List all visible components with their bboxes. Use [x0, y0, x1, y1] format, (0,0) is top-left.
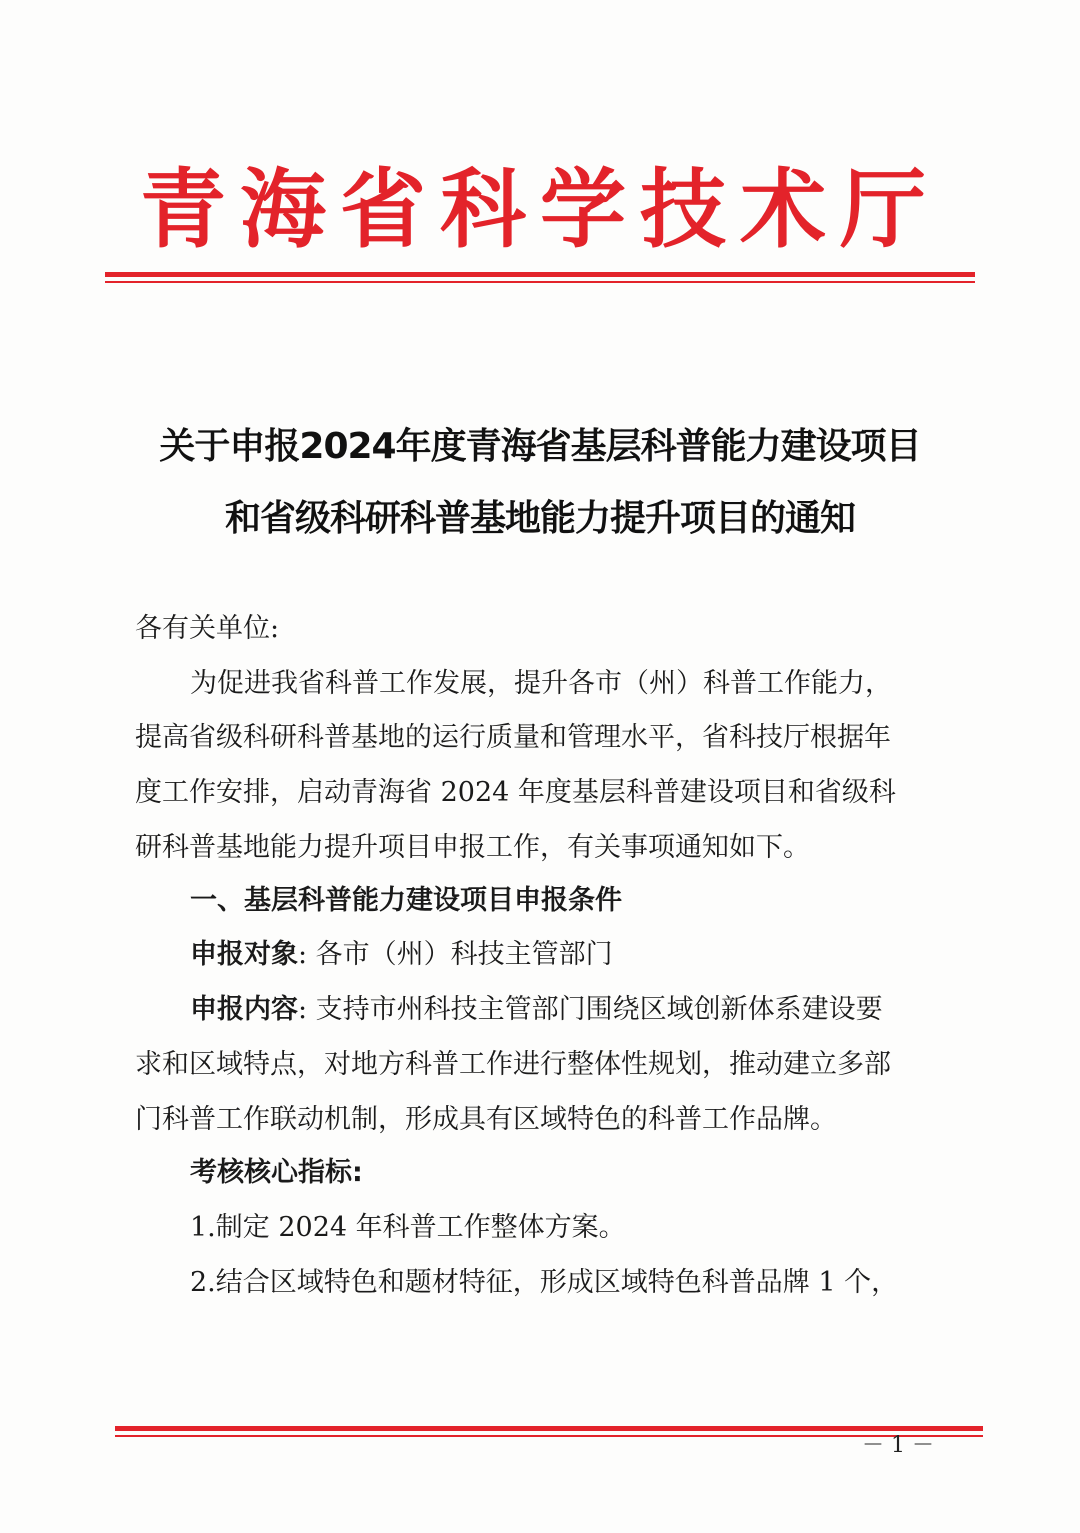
- content-line-1: [190, 987, 883, 1026]
- section-1-heading: 一、基层科普能力建设项目申报条件: [190, 885, 622, 916]
- content-line-2: 求和区域特点，对地方科普工作进行整体性规划，推动建立多部: [135, 1049, 891, 1080]
- footer-rule-thin: [115, 1435, 983, 1437]
- indicator-item-1: 1.制定 2024 年科普工作整体方案。: [190, 1212, 626, 1243]
- applicant-line: [190, 932, 613, 971]
- doc-title-line1: 关于申报2024年度青海省基层科普能力建设项目: [159, 426, 921, 467]
- content-text-1: : 支持市州科技主管部门围绕区域创新体系建设要: [298, 994, 883, 1025]
- intro-line-3: 度工作安排，启动青海省 2024 年度基层科普建设项目和省级科: [135, 777, 896, 808]
- content-line-3: 门科普工作联动机制，形成具有区域特色的科普工作品牌。: [135, 1104, 837, 1135]
- applicant-label: 申报对象: [190, 939, 298, 970]
- indicator-item-2: 2.结合区域特色和题材特征，形成区域特色科普品牌 1 个，: [190, 1267, 899, 1298]
- masthead-rule-thin: [105, 281, 975, 283]
- intro-line-1: 为促进我省科普工作发展，提升各市（州）科普工作能力，: [190, 668, 892, 699]
- footer-rule-thick: [115, 1426, 983, 1431]
- intro-line-4: 研科普基地能力提升项目申报工作，有关事项通知如下。: [135, 832, 810, 863]
- applicant-value: : 各市（州）科技主管部门: [298, 939, 613, 970]
- indicators-label: 考核核心指标:: [190, 1157, 363, 1188]
- intro-line-2: 提高省级科研科普基地的运行质量和管理水平，省科技厅根据年: [135, 722, 891, 753]
- org-masthead: 青海省科学技术厅: [140, 159, 940, 260]
- salutation: 各有关单位:: [135, 613, 280, 644]
- masthead-rule-thick: [105, 272, 975, 277]
- page-number: － 1 －: [862, 1433, 934, 1458]
- content-label: 申报内容: [190, 994, 298, 1025]
- doc-title-line2: 和省级科研科普基地能力提升项目的通知: [224, 498, 855, 539]
